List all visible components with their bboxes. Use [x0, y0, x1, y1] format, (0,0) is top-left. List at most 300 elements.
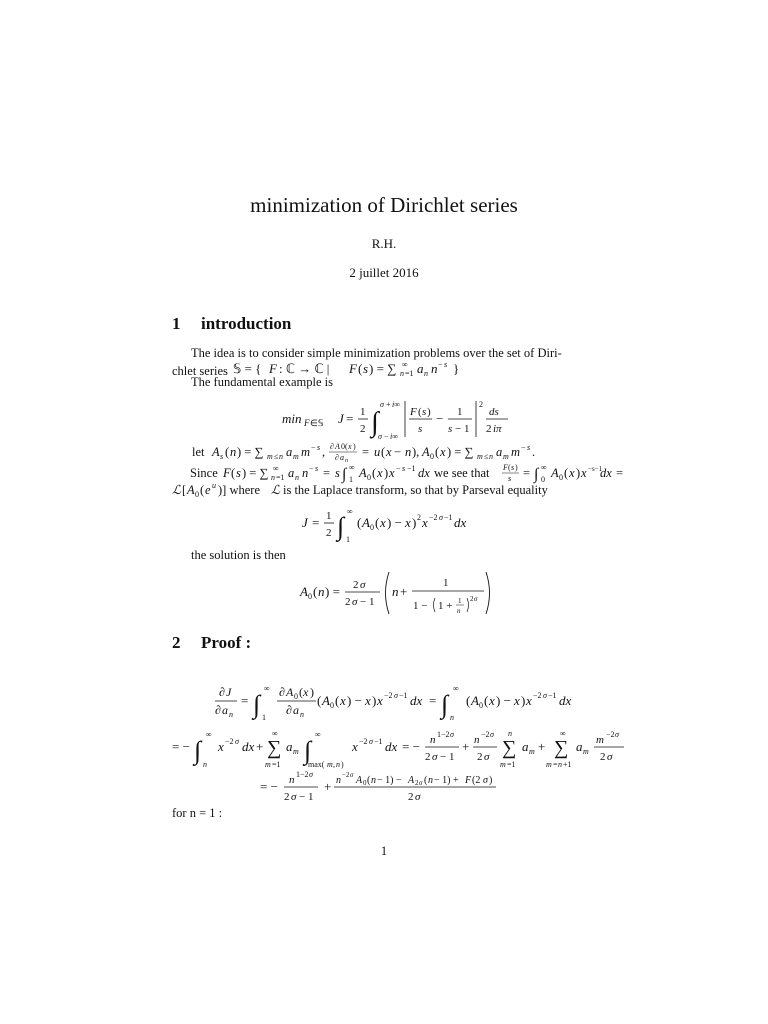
- svg-text:≤: ≤: [484, 452, 489, 461]
- svg-text:A: A: [362, 515, 370, 530]
- equation-expansion: [172, 727, 632, 771]
- svg-text:2: 2: [408, 791, 414, 803]
- svg-text:σ: σ: [490, 730, 494, 739]
- svg-text:m: m: [327, 760, 333, 769]
- svg-text:): ): [576, 466, 581, 480]
- svg-text:∫: ∫: [253, 690, 261, 719]
- svg-text:J: J: [302, 515, 308, 530]
- svg-text:2: 2: [600, 751, 606, 763]
- svg-text:n: n: [289, 774, 295, 786]
- svg-text:=1: =1: [405, 369, 414, 378]
- svg-text:,: ,: [333, 760, 335, 769]
- svg-text:∞: ∞: [206, 730, 212, 739]
- svg-text:ℒ: ℒ: [172, 483, 182, 497]
- svg-text:F: F: [349, 361, 357, 376]
- svg-text:a: a: [417, 361, 424, 376]
- svg-text:2: 2: [477, 751, 483, 763]
- svg-text:− 1: − 1: [440, 751, 455, 763]
- svg-text:dx: dx: [418, 466, 430, 480]
- svg-text:2: 2: [486, 423, 492, 435]
- svg-text:x: x: [380, 515, 386, 530]
- svg-text:σ: σ: [291, 791, 297, 803]
- svg-text:s: s: [402, 464, 406, 473]
- svg-text:σ: σ: [378, 432, 382, 441]
- svg-text:∞: ∞: [264, 684, 270, 693]
- svg-text:we see that: we see that: [434, 466, 490, 480]
- svg-text:(: (: [335, 693, 340, 708]
- svg-text:a: a: [340, 453, 344, 462]
- svg-text:(: (: [564, 466, 569, 480]
- svg-text:s: s: [527, 443, 531, 452]
- svg-text:s: s: [315, 464, 319, 473]
- svg-text:n: n: [428, 775, 433, 786]
- svg-text:m: m: [301, 445, 311, 459]
- svg-text:1: 1: [457, 406, 463, 418]
- svg-text:min: min: [282, 411, 302, 426]
- svg-text:x: x: [514, 693, 520, 708]
- svg-text:σ: σ: [419, 779, 423, 787]
- svg-text:s: s: [448, 423, 453, 435]
- svg-text:(: (: [435, 445, 440, 459]
- svg-text:+: +: [386, 400, 391, 409]
- svg-text:n: n: [424, 369, 429, 378]
- svg-text:A: A: [335, 442, 340, 451]
- svg-text:1: 1: [360, 406, 366, 418]
- svg-text:−: −: [436, 411, 444, 426]
- solution-text: the solution is then: [191, 548, 286, 562]
- svg-text:) −: ) −: [496, 693, 511, 708]
- svg-text:F: F: [304, 418, 310, 428]
- svg-text:n: n: [450, 713, 454, 722]
- svg-text:0: 0: [308, 592, 312, 601]
- svg-text:) = ∑: ) = ∑: [242, 466, 269, 480]
- svg-text:2: 2: [326, 527, 332, 539]
- svg-text:i∞: i∞: [392, 400, 400, 409]
- svg-text:= −: = −: [172, 739, 190, 754]
- svg-text:a: a: [286, 739, 293, 754]
- for-n-equals-1-text: for n = 1 :: [172, 806, 223, 820]
- svg-text:x: x: [348, 442, 352, 451]
- svg-text:let: let: [192, 445, 205, 459]
- svg-text:x: x: [389, 466, 395, 480]
- svg-text:) −: ) −: [387, 515, 402, 530]
- svg-text:∂: ∂: [335, 453, 339, 462]
- svg-text:x: x: [303, 685, 309, 699]
- author: R.H.: [371, 236, 397, 251]
- svg-text:): ): [384, 466, 389, 480]
- svg-text:): ): [427, 406, 431, 418]
- svg-text:1−2: 1−2: [296, 770, 309, 779]
- svg-text:x: x: [489, 693, 495, 708]
- svg-text:x: x: [340, 693, 346, 708]
- svg-text:−2: −2: [481, 730, 490, 739]
- svg-text:s: s: [418, 423, 423, 435]
- svg-text:n: n: [230, 445, 237, 459]
- svg-text:0: 0: [559, 473, 563, 482]
- svg-text:}: }: [453, 361, 460, 376]
- svg-text:∫: ∫: [534, 466, 539, 483]
- svg-text:1: 1: [349, 475, 353, 484]
- svg-text:∂: ∂: [286, 703, 292, 717]
- svg-text:∞: ∞: [315, 730, 321, 739]
- svg-text:n: n: [295, 473, 299, 482]
- svg-text:x: x: [569, 466, 575, 480]
- svg-text:−2: −2: [429, 513, 438, 522]
- svg-text:s: s: [220, 452, 224, 461]
- svg-text:n: n: [558, 760, 562, 769]
- svg-text:x: x: [377, 466, 383, 480]
- svg-text:(: (: [357, 515, 362, 530]
- date: 2 juillet 2016: [349, 265, 419, 280]
- svg-text:∑: ∑: [502, 737, 517, 759]
- svg-text:u: u: [374, 445, 381, 459]
- svg-text:(: (: [466, 693, 471, 708]
- svg-text:A: A: [408, 775, 415, 786]
- svg-text:𝕊 = {: 𝕊 = {: [233, 361, 262, 376]
- svg-text:=1: =1: [272, 760, 281, 769]
- svg-text:∞: ∞: [272, 729, 278, 738]
- section-heading-proof: [172, 633, 251, 653]
- svg-text:0: 0: [363, 779, 367, 787]
- svg-text:1 −: 1 −: [413, 600, 428, 612]
- svg-text:=: =: [362, 445, 370, 459]
- equation-solution: [298, 568, 498, 620]
- svg-text:a: a: [522, 739, 529, 754]
- svg-text:1: 1: [346, 535, 350, 544]
- svg-text:∫: ∫: [371, 407, 379, 438]
- svg-text:2: 2: [284, 791, 290, 803]
- svg-text:+1: +1: [563, 760, 572, 769]
- svg-text:≤: ≤: [274, 452, 279, 461]
- svg-text:2: 2: [360, 423, 366, 435]
- svg-text:0: 0: [294, 692, 298, 701]
- svg-text:=: =: [523, 466, 531, 480]
- svg-text:−1: −1: [548, 691, 557, 700]
- svg-text:m: m: [503, 452, 509, 461]
- svg-text:n: n: [431, 361, 438, 376]
- svg-text:A: A: [212, 445, 220, 459]
- svg-text:= −: = −: [260, 779, 278, 794]
- svg-text:− 1) +: − 1) +: [434, 775, 459, 786]
- svg-text:σ: σ: [607, 751, 613, 763]
- svg-text:1 +: 1 +: [438, 600, 453, 612]
- svg-text:A: A: [471, 693, 479, 708]
- svg-text:n: n: [336, 760, 340, 769]
- svg-text:): ): [310, 685, 314, 699]
- equation-result: [258, 770, 528, 806]
- svg-text:m: m: [596, 734, 604, 746]
- svg-text:−: −: [396, 464, 401, 473]
- svg-text:n: n: [302, 466, 309, 480]
- svg-text:−1: −1: [399, 691, 408, 700]
- svg-text:(: (: [345, 442, 348, 451]
- page-number: 1: [380, 844, 388, 858]
- svg-text:∂: ∂: [215, 703, 221, 717]
- svg-text:+: +: [256, 739, 264, 754]
- svg-text:σ: σ: [484, 751, 490, 763]
- svg-text:∈𝕊: ∈𝕊: [310, 418, 324, 428]
- section-number: 2: [172, 633, 181, 652]
- since-line-tail: [600, 465, 630, 483]
- svg-text:−1: −1: [374, 737, 383, 746]
- svg-text:J: J: [226, 685, 232, 699]
- svg-text:(: (: [231, 466, 236, 480]
- intro-chlet-text: chlet series: [172, 364, 228, 378]
- svg-text:n: n: [229, 710, 233, 719]
- svg-text:2: 2: [345, 596, 351, 608]
- svg-text:− 1: − 1: [455, 423, 470, 435]
- svg-text:is the Laplace transform, so t: is the Laplace transform, so that by Parseval equality: [283, 483, 548, 497]
- svg-text:− 1: − 1: [299, 791, 314, 803]
- svg-text:ds: ds: [489, 406, 499, 418]
- svg-text:): ): [412, 515, 417, 530]
- svg-text:−2: −2: [384, 691, 393, 700]
- svg-text:2: 2: [425, 751, 431, 763]
- svg-text:=: =: [616, 466, 624, 480]
- svg-text:=: =: [323, 466, 331, 480]
- svg-text:): ): [372, 693, 377, 708]
- svg-text:0: 0: [479, 701, 483, 710]
- svg-text:∞: ∞: [347, 507, 353, 516]
- svg-text:n: n: [300, 710, 304, 719]
- svg-text:iπ: iπ: [493, 423, 502, 435]
- svg-text:=: =: [241, 693, 249, 708]
- svg-text:n: n: [371, 775, 376, 786]
- svg-text:−: −: [309, 464, 314, 473]
- svg-text:2: 2: [417, 513, 421, 522]
- svg-text:m: m: [293, 747, 299, 756]
- svg-text:n: n: [279, 452, 283, 461]
- svg-text:n: n: [271, 473, 275, 482]
- svg-text:0: 0: [341, 442, 345, 451]
- svg-text:): ): [489, 775, 493, 786]
- svg-text:dx: dx: [454, 515, 467, 530]
- svg-text:) = ∑: ) = ∑: [237, 445, 264, 459]
- svg-text:0: 0: [430, 452, 434, 461]
- svg-text:): ): [353, 442, 356, 451]
- svg-text:1: 1: [443, 577, 449, 589]
- svg-text:A: A: [187, 483, 195, 497]
- svg-text:−2: −2: [359, 737, 368, 746]
- svg-text:): ): [341, 760, 344, 769]
- svg-text:∫: ∫: [337, 512, 345, 541]
- svg-text:.: .: [532, 445, 536, 459]
- svg-text:∞: ∞: [541, 463, 547, 472]
- svg-text:n: n: [318, 584, 325, 599]
- svg-text:+: +: [462, 739, 470, 754]
- svg-text:s: s: [363, 361, 369, 376]
- svg-text:n: n: [345, 458, 348, 464]
- svg-text:∫: ∫: [342, 466, 347, 483]
- svg-text:σ: σ: [432, 751, 438, 763]
- svg-text:x: x: [422, 515, 428, 530]
- svg-text:+: +: [324, 779, 332, 794]
- svg-text:∂: ∂: [330, 442, 334, 451]
- svg-text:2: 2: [470, 595, 474, 603]
- equation-parseval: [300, 505, 500, 545]
- section-heading-introduction: [172, 314, 291, 334]
- svg-text:1: 1: [262, 713, 266, 722]
- svg-text:∫: ∫: [441, 690, 449, 719]
- svg-text:∑: ∑: [267, 737, 282, 759]
- svg-text:σ: σ: [439, 513, 443, 522]
- svg-text:m: m: [265, 760, 271, 769]
- svg-text:∂: ∂: [219, 685, 225, 699]
- svg-text:m: m: [500, 760, 506, 769]
- svg-text:) = ∑: ) = ∑: [447, 445, 474, 459]
- svg-text:dx: dx: [242, 739, 255, 754]
- svg-text:,: ,: [322, 445, 326, 459]
- svg-text:a: a: [286, 445, 293, 459]
- svg-text:−: −: [521, 443, 526, 452]
- svg-text:=: =: [429, 693, 437, 708]
- svg-text:−: −: [384, 432, 389, 441]
- svg-text:− 1) −: − 1) −: [377, 775, 402, 786]
- svg-text:A: A: [359, 466, 367, 480]
- svg-text:∫: ∫: [304, 736, 312, 765]
- svg-text:σ: σ: [350, 771, 354, 779]
- svg-text:σ: σ: [235, 737, 239, 746]
- svg-text:x: x: [440, 445, 446, 459]
- svg-text:): ): [515, 463, 518, 472]
- svg-text:m: m: [267, 452, 273, 461]
- svg-text:0: 0: [330, 701, 334, 710]
- svg-text:−1: −1: [444, 513, 453, 522]
- svg-text:m: m: [511, 445, 521, 459]
- svg-text:0: 0: [370, 523, 374, 532]
- svg-text:n: n: [474, 734, 480, 746]
- svg-text:(: (: [418, 406, 422, 418]
- svg-text:∞: ∞: [349, 463, 355, 472]
- svg-text:s: s: [317, 443, 321, 452]
- svg-text:∞: ∞: [560, 729, 566, 738]
- svg-text:∞: ∞: [402, 361, 408, 369]
- svg-text:A: A: [322, 693, 330, 708]
- svg-text:x: x: [365, 693, 371, 708]
- svg-text:∞: ∞: [453, 684, 459, 693]
- svg-text:n: n: [405, 445, 412, 459]
- svg-text:F: F: [465, 775, 472, 786]
- svg-text:n: n: [400, 369, 405, 378]
- svg-text:−2: −2: [225, 737, 234, 746]
- svg-text:A: A: [356, 775, 363, 786]
- svg-text:−: −: [394, 445, 402, 459]
- svg-text:σ: σ: [543, 691, 547, 700]
- svg-text:+: +: [400, 584, 408, 599]
- svg-text:(: (: [424, 775, 428, 786]
- svg-text:n: n: [489, 452, 493, 461]
- svg-text:+: +: [538, 739, 546, 754]
- svg-text:∑: ∑: [554, 737, 569, 759]
- svg-text:) = ∑: ) = ∑: [369, 361, 397, 376]
- svg-text:),: ),: [412, 445, 420, 459]
- svg-text:(: (: [484, 693, 489, 708]
- svg-text:(: (: [375, 515, 380, 530]
- svg-text:a: a: [576, 739, 583, 754]
- svg-text:s: s: [335, 466, 340, 480]
- svg-text:σ: σ: [615, 730, 619, 739]
- svg-text:0: 0: [367, 473, 371, 482]
- svg-text:=: =: [312, 515, 320, 530]
- svg-text:− 1: − 1: [360, 596, 375, 608]
- svg-text:(2: (2: [472, 775, 481, 786]
- svg-text:σ: σ: [394, 691, 398, 700]
- svg-text:a: a: [288, 466, 295, 480]
- svg-text:= −: = −: [402, 739, 420, 754]
- svg-text:s: s: [422, 406, 427, 418]
- svg-text:(: (: [225, 445, 230, 459]
- svg-text:(: (: [299, 685, 303, 699]
- svg-text:=: =: [553, 760, 558, 769]
- svg-text:x: x: [581, 466, 587, 480]
- svg-text:x: x: [386, 445, 392, 459]
- svg-text:x: x: [526, 693, 532, 708]
- svg-text:F: F: [503, 463, 508, 472]
- svg-text:a: a: [293, 703, 299, 717]
- svg-text:∂: ∂: [279, 685, 285, 699]
- svg-text:s: s: [444, 361, 448, 369]
- svg-text:n: n: [457, 607, 461, 615]
- svg-text:) =: ) =: [325, 584, 340, 599]
- svg-text:max(: max(: [308, 760, 325, 769]
- svg-text:(: (: [508, 463, 511, 472]
- svg-text:x: x: [405, 515, 411, 530]
- svg-text:m: m: [546, 760, 552, 769]
- svg-text:(: (: [358, 361, 363, 376]
- svg-text:n: n: [508, 729, 512, 738]
- svg-text:−: −: [438, 361, 443, 369]
- svg-text:2: 2: [353, 579, 359, 591]
- svg-text:σ: σ: [415, 791, 421, 803]
- svg-text:m: m: [583, 747, 589, 756]
- svg-text:Since: Since: [190, 466, 218, 480]
- svg-text:): ): [521, 693, 526, 708]
- svg-text:∞: ∞: [273, 464, 279, 473]
- svg-text:0: 0: [541, 475, 545, 484]
- svg-text:J: J: [338, 411, 344, 426]
- svg-text:(: (: [381, 445, 386, 459]
- svg-text:s: s: [236, 466, 241, 480]
- svg-text:−: −: [311, 443, 316, 452]
- svg-text:dx: dx: [385, 739, 398, 754]
- svg-text:−1: −1: [407, 464, 416, 473]
- svg-text:2: 2: [479, 400, 483, 409]
- svg-text:σ: σ: [360, 579, 366, 591]
- svg-text:A: A: [551, 466, 559, 480]
- svg-text:A: A: [422, 445, 430, 459]
- svg-text:−2: −2: [342, 771, 350, 779]
- svg-text:s: s: [508, 474, 512, 483]
- svg-text:m: m: [293, 452, 299, 461]
- svg-text:dx: dx: [600, 466, 612, 480]
- svg-text:A: A: [286, 685, 294, 699]
- svg-text:(: (: [367, 775, 371, 786]
- svg-text:=1: =1: [276, 473, 285, 482]
- svg-text:) −: ) −: [347, 693, 362, 708]
- svg-text:n: n: [430, 734, 436, 746]
- svg-text:=1: =1: [507, 760, 516, 769]
- svg-text:)] where: )] where: [218, 483, 260, 497]
- svg-text:x: x: [218, 739, 224, 754]
- svg-text:n: n: [203, 760, 207, 769]
- svg-text:m: m: [477, 452, 483, 461]
- svg-text:m: m: [529, 747, 535, 756]
- fundamental-example-text: The fundamental example is: [191, 375, 333, 389]
- svg-text:: ℂ → ℂ |: : ℂ → ℂ |: [279, 361, 330, 376]
- svg-text:F: F: [410, 406, 417, 418]
- svg-text:σ: σ: [483, 775, 488, 786]
- svg-text:s: s: [511, 463, 515, 472]
